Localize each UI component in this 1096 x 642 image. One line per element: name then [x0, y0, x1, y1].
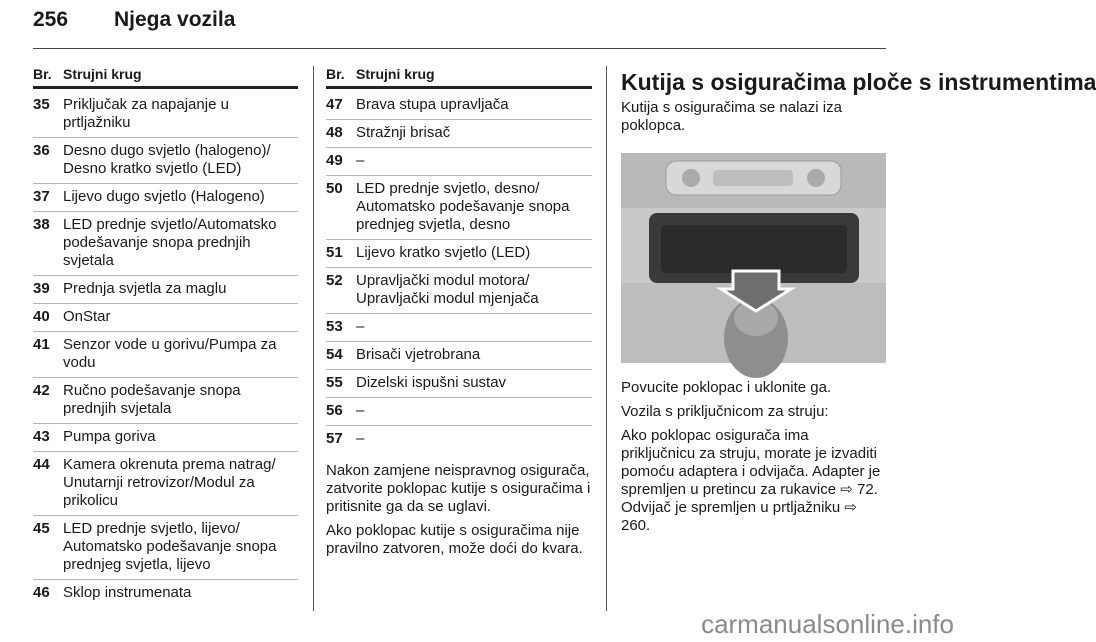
- table-row: [326, 344, 592, 366]
- row-divider: [33, 515, 298, 516]
- table-head: [33, 66, 298, 86]
- table-row: [33, 186, 298, 208]
- fuse-number: 52: [326, 272, 343, 289]
- fuse-number: 35: [33, 96, 50, 113]
- row-divider: [326, 369, 592, 370]
- circuit-name: –: [356, 402, 365, 419]
- row-divider: [33, 211, 298, 212]
- table-row: [33, 214, 298, 272]
- fuse-number: 55: [326, 374, 343, 391]
- table-row: [33, 278, 298, 300]
- circuit-name: –: [356, 318, 365, 335]
- fuse-table-left: [33, 66, 298, 604]
- fuse-number: 42: [33, 382, 50, 399]
- table-row: [33, 582, 298, 604]
- table-row: [326, 400, 592, 422]
- paragraph: Ako poklopac osigurača ima priključnicu za struju, morate je izvaditi pomoću adaptera i odvijača. Adapter je spremljen u pretincu za rukavice ⇨ 72. Odvijač je spremljen u prtljažniku ⇨ 260.: [621, 427, 881, 534]
- row-divider: [33, 423, 298, 424]
- table-row: [326, 242, 592, 264]
- circuit-name: LED prednje svjetlo/Automatsko podešavanje snopa prednjih svjetala: [63, 216, 277, 269]
- circuit-name: Stražnji brisač: [356, 124, 451, 141]
- table-row: [326, 150, 592, 172]
- table-row: [33, 306, 298, 328]
- circuit-name: Senzor vode u gorivu/Pumpa za vodu: [63, 336, 277, 371]
- circuit-name: Pumpa goriva: [63, 428, 156, 445]
- table-rows: [33, 94, 298, 604]
- paragraph: Nakon zamjene neispravnog osigurača, zatvorite poklopac kutije s osiguračima i pritisnite ga da se uglavi.: [326, 462, 591, 515]
- row-divider: [33, 331, 298, 332]
- watermark: carmanualsonline.info: [701, 609, 954, 639]
- table-head: [326, 66, 592, 86]
- fuse-number: 45: [33, 520, 50, 537]
- row-divider: [33, 451, 298, 452]
- table-rows: [326, 94, 592, 450]
- page-number: 256: [33, 8, 69, 31]
- table-row: [326, 316, 592, 338]
- row-divider: [33, 579, 298, 580]
- fuse-number: 48: [326, 124, 343, 141]
- table-row: [33, 140, 298, 180]
- table-row: [33, 94, 298, 134]
- row-divider: [326, 313, 592, 314]
- table-head-label: Strujni krug: [63, 66, 142, 82]
- row-divider: [33, 137, 298, 138]
- fuse-number: 36: [33, 142, 50, 159]
- circuit-name: Dizelski ispušni sustav: [356, 374, 507, 391]
- circuit-name: Lijevo dugo svjetlo (Halogeno): [63, 188, 265, 205]
- paragraph: Vozila s priključnicom za struju:: [621, 403, 829, 420]
- row-divider: [326, 267, 592, 268]
- circuit-name: Prednja svjetla za maglu: [63, 280, 227, 297]
- fuse-table-right: [326, 66, 592, 564]
- table-head-label: Strujni krug: [356, 66, 435, 82]
- circuit-name: Upravljački modul motora/ Upravljački modul mjenjača: [356, 272, 539, 307]
- circuit-name: Priključak za napajanje u prtljažniku: [63, 96, 229, 131]
- table-row: [33, 454, 298, 512]
- row-divider: [326, 239, 592, 240]
- fuse-number: 44: [33, 456, 50, 473]
- circuit-name: –: [356, 152, 365, 169]
- fuse-number: 37: [33, 188, 50, 205]
- row-divider: [33, 303, 298, 304]
- fuse-number: 43: [33, 428, 50, 445]
- fuse-number: 39: [33, 280, 50, 297]
- circuit-name: Ručno podešavanje snopa prednjih svjetala: [63, 382, 241, 417]
- paragraph: Ako poklopac kutije s osiguračima nije pravilno zatvoren, može doći do kvara.: [326, 522, 583, 557]
- table-row: [33, 334, 298, 374]
- row-divider: [326, 397, 592, 398]
- circuit-name: Lijevo kratko svjetlo (LED): [356, 244, 531, 261]
- row-divider: [326, 119, 592, 120]
- fuse-number: 53: [326, 318, 343, 335]
- circuit-name: Kamera okrenuta prema natrag/ Unutarnji retrovizor/Modul za prikolicu: [63, 456, 276, 509]
- circuit-name: Sklop instrumenata: [63, 584, 192, 601]
- center-console-illustration: [621, 153, 886, 363]
- fuse-number: 51: [326, 244, 343, 261]
- table-row: [326, 372, 592, 394]
- page-title: Njega vozila: [114, 8, 236, 31]
- table-row: [33, 518, 298, 576]
- table-row: [326, 428, 592, 450]
- circuit-name: OnStar: [63, 308, 111, 325]
- fuse-number: 47: [326, 96, 343, 113]
- circuit-name: Brava stupa upravljača: [356, 96, 509, 113]
- paragraph: Povucite poklopac i uklonite ga.: [621, 379, 832, 396]
- row-divider: [326, 425, 592, 426]
- fuse-box-photo: [621, 153, 886, 363]
- circuit-name: Desno dugo svjetlo (halogeno)/ Desno kratko svjetlo (LED): [63, 142, 271, 177]
- circuit-name: LED prednje svjetlo, desno/ Automatsko podešavanje snopa prednjeg svjetla, desno: [356, 180, 570, 233]
- table-head-rule: [326, 86, 592, 89]
- circuit-name: –: [356, 430, 365, 447]
- section-column: [621, 69, 1096, 541]
- table-head-rule: [33, 86, 298, 89]
- table-row: [326, 270, 592, 310]
- column-divider: [606, 66, 607, 611]
- fuse-number: 54: [326, 346, 343, 363]
- row-divider: [33, 377, 298, 378]
- page-header: [33, 8, 236, 32]
- column-divider: [313, 66, 314, 611]
- section-heading: Kutija s osiguračima ploče s instrumentima: [621, 69, 1096, 95]
- fuse-number: 38: [33, 216, 50, 233]
- fuse-number: 41: [33, 336, 50, 353]
- table-row: [326, 178, 592, 236]
- fuse-number: 46: [33, 584, 50, 601]
- paragraph: Kutija s osiguračima se nalazi iza poklopca.: [621, 99, 842, 134]
- row-divider: [326, 147, 592, 148]
- row-divider: [326, 175, 592, 176]
- table-head-number: Br.: [326, 66, 345, 82]
- table-row: [326, 122, 592, 144]
- fuse-number: 57: [326, 430, 343, 447]
- table-head-number: Br.: [33, 66, 52, 82]
- table-row: [326, 94, 592, 116]
- row-divider: [33, 183, 298, 184]
- circuit-name: LED prednje svjetlo, lijevo/ Automatsko podešavanje snopa prednjeg svjetla, lijevo: [63, 520, 277, 573]
- fuse-number: 40: [33, 308, 50, 325]
- row-divider: [326, 341, 592, 342]
- table-row: [33, 380, 298, 420]
- row-divider: [33, 275, 298, 276]
- circuit-name: Brisači vjetrobrana: [356, 346, 481, 363]
- fuse-number: 56: [326, 402, 343, 419]
- fuse-number: 50: [326, 180, 343, 197]
- header-rule: [33, 48, 886, 49]
- table-row: [33, 426, 298, 448]
- fuse-number: 49: [326, 152, 343, 169]
